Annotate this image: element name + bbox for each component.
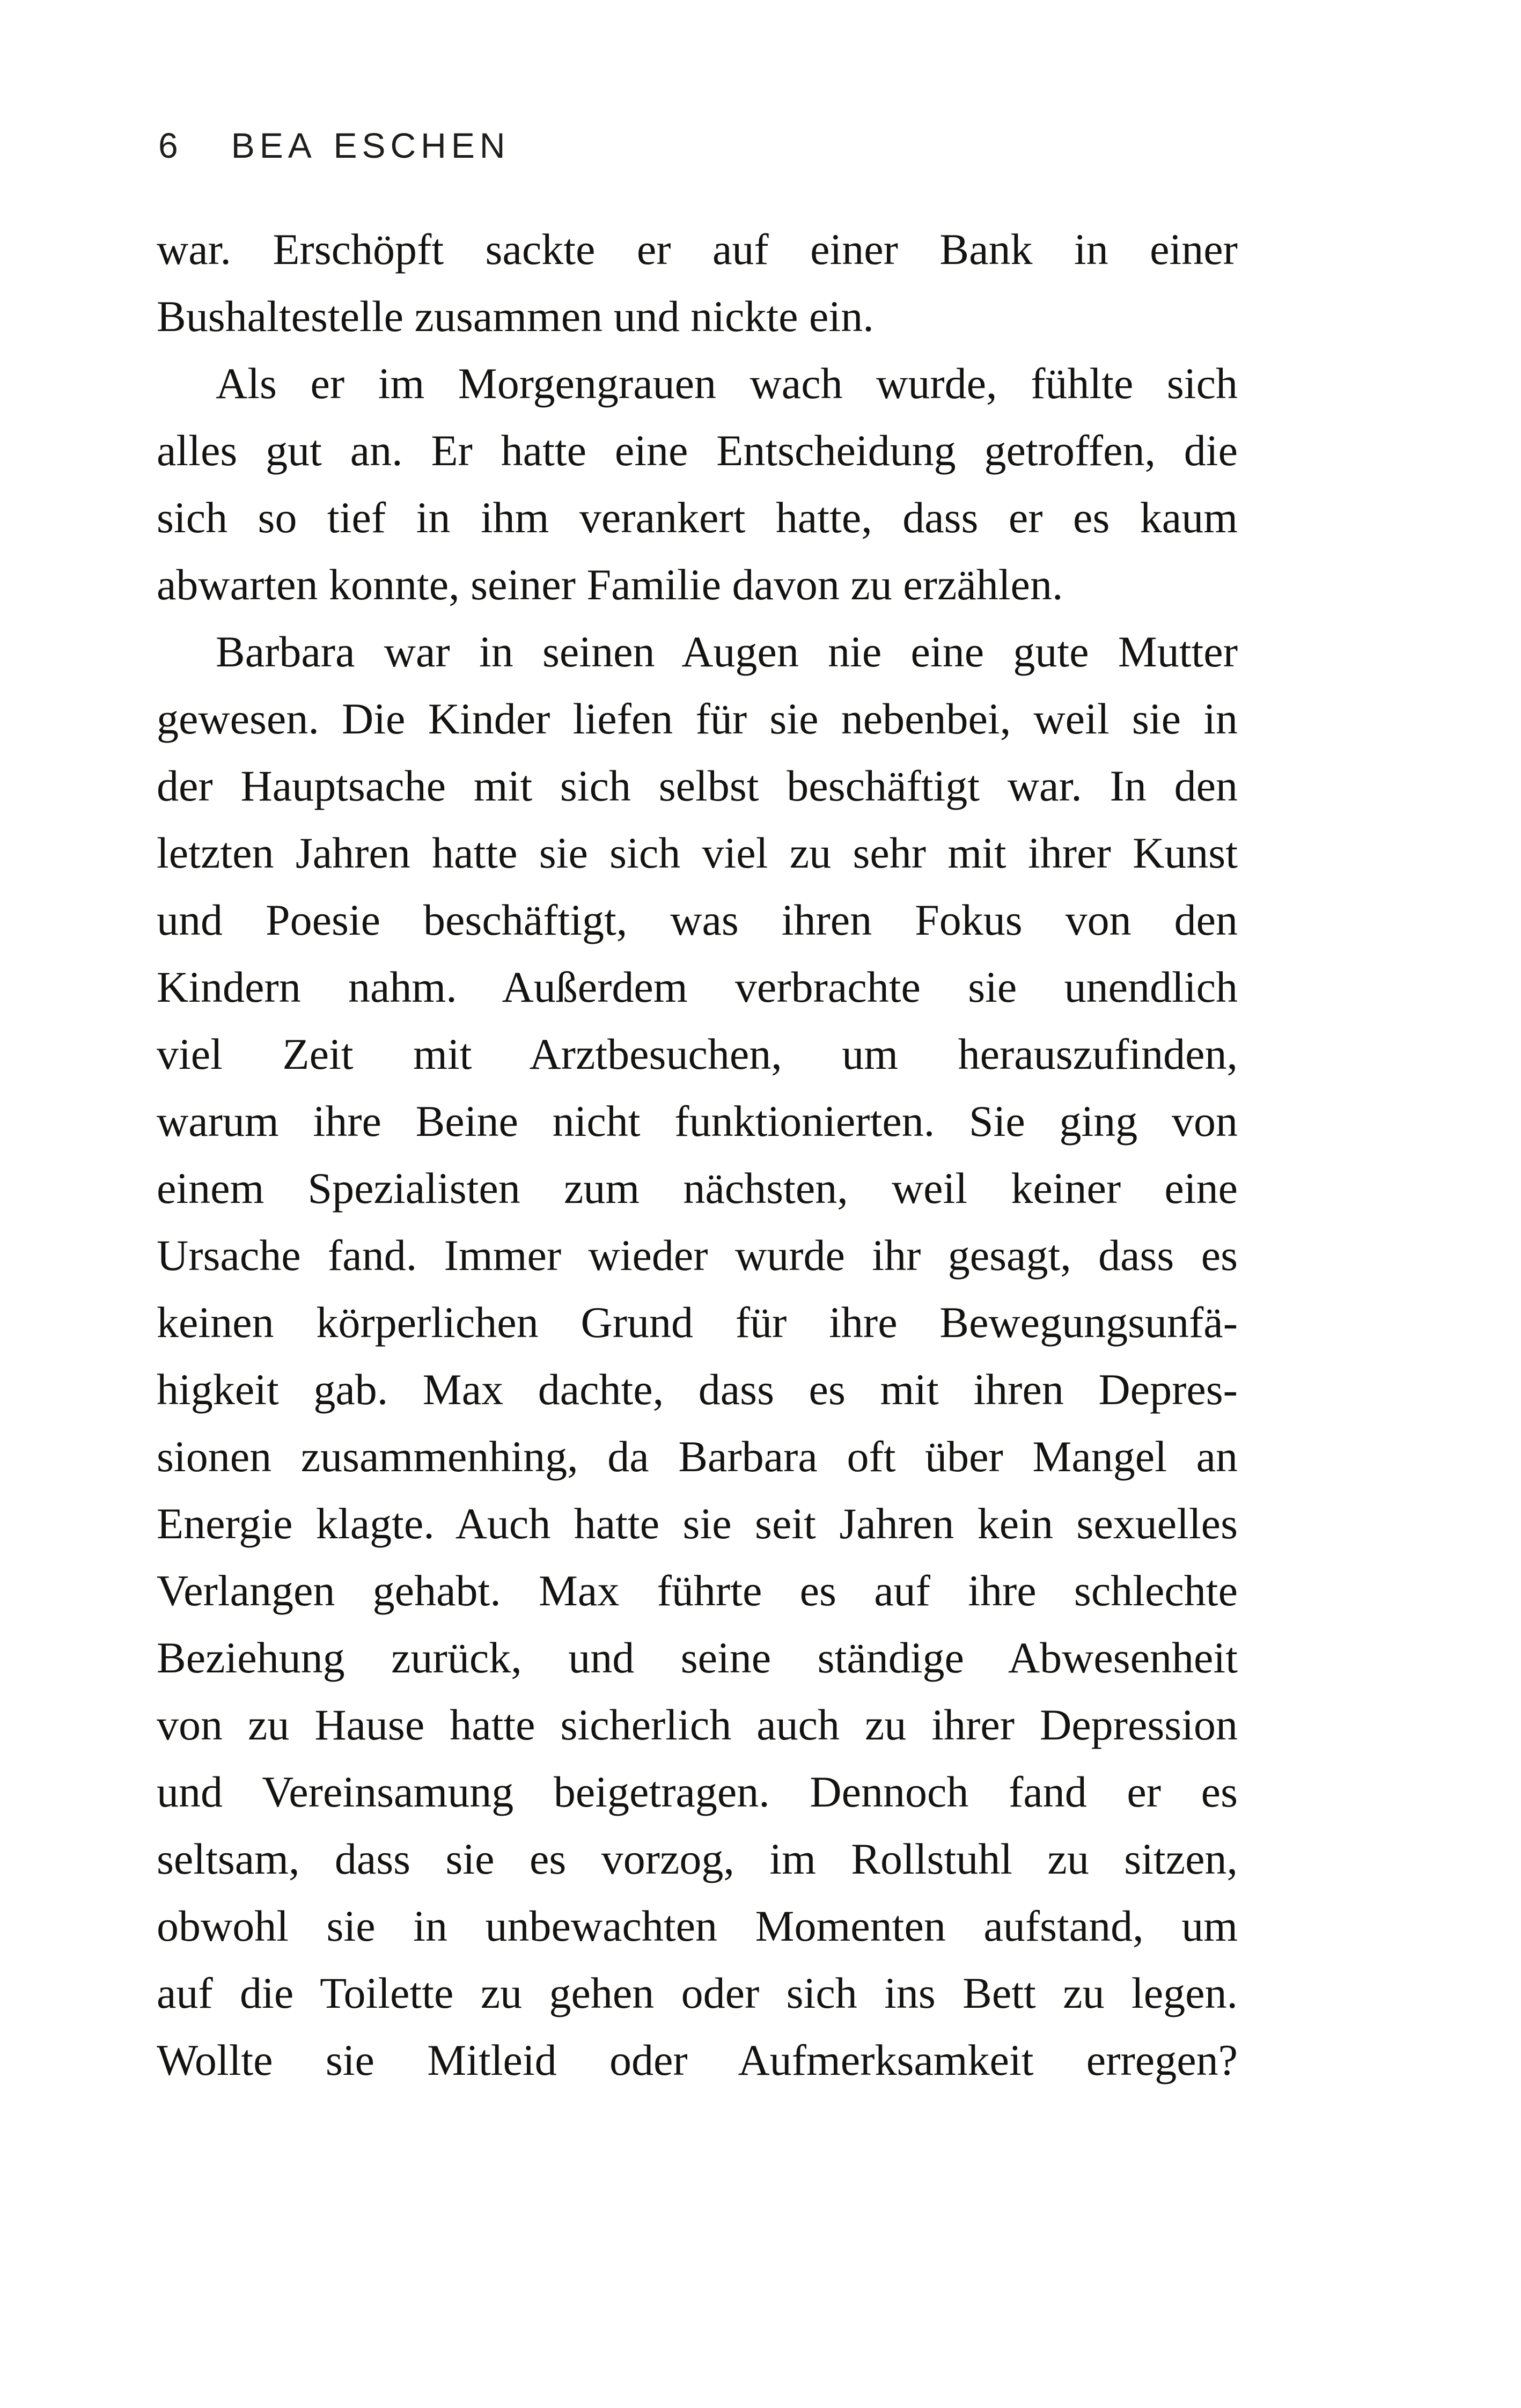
text-line: warum ihre Beine nicht funktionierten. Sie ging von — [157, 1097, 1238, 1146]
text-line: einem Spezialisten zum nächsten, weil keiner eine — [157, 1164, 1238, 1213]
text-line: von zu Hause hatte sicherlich auch zu ihrer Depression — [157, 1700, 1238, 1749]
text-line: abwarten konnte, seiner Familie davon zu erzählen. — [157, 560, 1063, 609]
text-line: war. Erschöpft sackte er auf einer Bank in einer — [157, 225, 1238, 274]
text-line: und Poesie beschäftigt, was ihren Fokus von den — [157, 895, 1238, 944]
text-line: auf die Toilette zu gehen oder sich ins Bett zu legen. — [157, 1969, 1238, 2017]
paragraph — [157, 350, 1238, 618]
text-line: viel Zeit mit Arztbesuchen, um herauszufinden, — [157, 1030, 1238, 1078]
text-line: Als er im Morgengrauen wach wurde, fühlte sich — [216, 359, 1238, 408]
page-header — [158, 128, 510, 163]
text-line: und Vereinsamung beigetragen. Dennoch fand er es — [157, 1767, 1238, 1816]
paragraph — [157, 618, 1238, 2094]
text-line: Kindern nahm. Außerdem verbrachte sie unendlich — [157, 963, 1238, 1011]
page-number: 6 — [158, 126, 179, 165]
text-line: Wollte sie Mitleid oder Aufmerksamkeit erregen? — [157, 2036, 1238, 2084]
text-line: higkeit gab. Max dachte, dass es mit ihren Depres- — [157, 1365, 1238, 1414]
author-name: BEA ESCHEN — [231, 126, 510, 165]
text-line: Verlangen gehabt. Max führte es auf ihre schlechte — [157, 1566, 1238, 1615]
text-line: alles gut an. Er hatte eine Entscheidung getroffen, die — [157, 426, 1238, 475]
page-body — [157, 216, 1238, 2094]
text-line: letzten Jahren hatte sie sich viel zu sehr mit ihrer Kunst — [157, 828, 1238, 877]
text-line: obwohl sie in unbewachten Momenten aufstand, um — [157, 1902, 1238, 1950]
text-line: der Hauptsache mit sich selbst beschäftigt war. In den — [157, 761, 1238, 810]
text-line: Bushaltestelle zusammen und nickte ein. — [157, 292, 874, 341]
text-line: sionen zusammenhing, da Barbara oft über Mangel an — [157, 1432, 1238, 1481]
text-line: Beziehung zurück, und seine ständige Abwesenheit — [157, 1633, 1238, 1682]
paragraph — [157, 216, 1238, 350]
text-line: Ursache fand. Immer wieder wurde ihr gesagt, dass es — [157, 1231, 1238, 1280]
text-line: sich so tief in ihm verankert hatte, dass er es kaum — [157, 493, 1238, 542]
text-line: keinen körperlichen Grund für ihre Bewegungsunfä- — [157, 1298, 1238, 1347]
text-line: Energie klagte. Auch hatte sie seit Jahren kein sexuelles — [157, 1499, 1238, 1548]
text-line: Barbara war in seinen Augen nie eine gute Mutter — [216, 627, 1238, 676]
text-line: seltsam, dass sie es vorzog, im Rollstuhl zu sitzen, — [157, 1834, 1238, 1883]
text-line: gewesen. Die Kinder liefen für sie nebenbei, weil sie in — [157, 694, 1238, 743]
